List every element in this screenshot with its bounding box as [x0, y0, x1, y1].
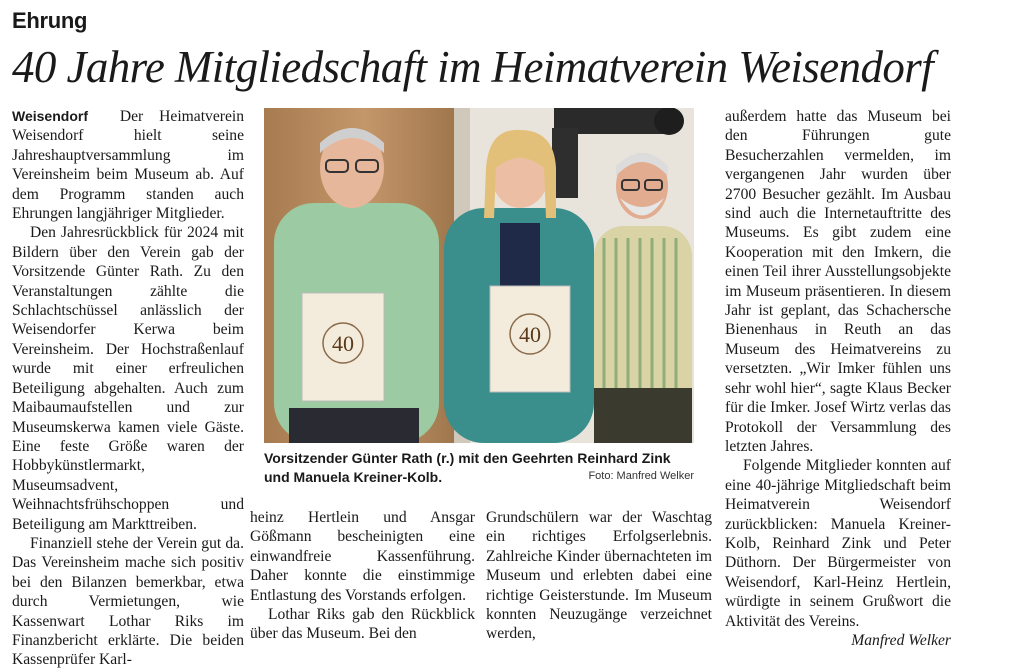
- column-2: [250, 508, 475, 644]
- column-4: [725, 107, 951, 650]
- paragraph: Den Jahresrückblick für 2024 mit Bildern über den Verein gab der Vorsitzende Günter Rath. Zu den Veranstaltungen zählte die Schlachtschüssel anlässlich der Weisendorfer Kerwa beim Vereinsheim. Der Hochstraßenlauf wurde mit einer erfreulichen Beteiligung abgehalten. Auch zum Maibaumaufstellen und zur Museumskerwa kamen viele Gäste. Eine feste Größe waren der Hobbykünstlermarkt, Museumsadvent, Weihnachtsfrühschoppen und Beteiligung am Markttreiben.: [12, 224, 244, 533]
- certificate-number: 40: [519, 322, 541, 347]
- paragraph: Folgende Mitglieder konnten auf eine 40-jährige Mitgliedschaft beim Heimatverein Weisendorf zurückblicken: Manuela Kreiner-Kolb, Reinhard Zink und Peter Düthorn. Der Bürgermeister von Weisendorf, Karl-Heinz Hertlein, würdigte in seinem Grußwort die Aktivität des Vereins. Manfred Welker: [725, 457, 951, 649]
- column-1: [12, 107, 244, 670]
- author-byline: Manfred Welker: [851, 631, 951, 649]
- paragraph: Weisendorf Der Heimatverein Weisendorf hielt seine Jahreshauptversammlung im Vereinsheim beim Museum ab. Auf dem Programm standen auch Ehrungen langjähriger Mitglieder.: [12, 108, 245, 223]
- paragraph: Lothar Riks gab den Rückblick über das Museum. Bei den: [250, 606, 475, 643]
- section-label: Ehrung: [12, 8, 88, 33]
- photo-caption: Vorsitzender Günter Rath (r.) mit den Geehrten Reinhard Zink und Manuela Kreiner-Kolb.: [264, 450, 671, 485]
- dateline: Weisendorf: [12, 108, 88, 124]
- paragraph: Grundschülern war der Waschtag ein richtiges Erfolgserlebnis. Zahlreiche Kinder übernachteten im Museum und erlebten dabei eine richtige Geisterstunde. Im Museum konnten Neuzugänge verzeichnet werden,: [486, 509, 712, 643]
- headline: 40 Jahre Mitgliedschaft im Heimatverein Weisendorf: [12, 42, 934, 92]
- photo-credit: Foto: Manfred Welker: [588, 470, 694, 482]
- paragraph: Finanziell stehe der Verein gut da. Das Vereinsheim mache sich positiv bei den Bilanzen bemerkbar, etwa durch Vermietungen, wie Kassenwart Lothar Riks im Finanzbericht erklärte. Die beiden Kassenprüfer Karl-: [12, 534, 244, 669]
- certificate-number: 40: [332, 331, 354, 356]
- article-photo: [264, 108, 694, 443]
- paragraph: heinz Hertlein und Ansgar Gößmann bescheinigten eine einwandfreie Kassenführung. Daher konnte die einstimmige Entlastung des Vorstands erfolgen.: [250, 509, 475, 604]
- column-3: [486, 508, 712, 644]
- paragraph: außerdem hatte das Museum bei den Führungen gute Besucherzahlen vermelden, im vergangenen Jahr wurden über 2700 Besucher gezählt. Im Ausbau sind auch die Internetauftritte des Museums. Es gibt zudem eine Kooperation mit den Imkern, die einen Teil ihrer Ausstellungsobjekte im Museum präsentieren. In diesem Jahr ist geplant, das Schachersche Bienenhaus in Reuth an das Museum des Heimatvereins zu versetzten. „Wir Imker fühlen uns sehr wohl hier“, sagte Klaus Becker für die Imker. Josef Wirtz verlas das Protokoll der Versammlung des letzten Jahres.: [725, 108, 951, 455]
